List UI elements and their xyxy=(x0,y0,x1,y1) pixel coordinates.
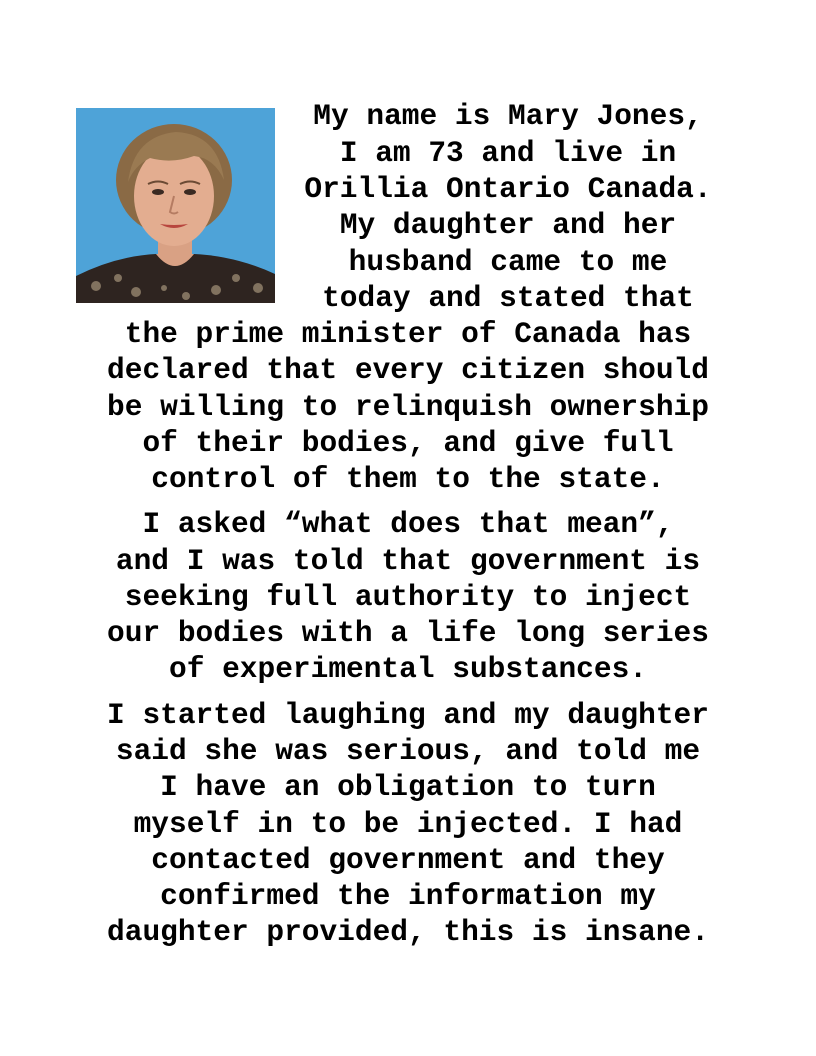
text-line: of their bodies, and give full xyxy=(142,426,674,460)
text-line: control of them to the state. xyxy=(151,462,665,496)
text-line: husband came to me xyxy=(348,245,668,279)
text-line: and I was told that government is xyxy=(115,544,701,578)
text-line: My daughter and her xyxy=(339,208,677,242)
portrait-photo-icon xyxy=(76,108,275,303)
text-line: of experimental substances. xyxy=(169,652,647,686)
text-line: our bodies with a life long series xyxy=(107,616,709,650)
text-line: I asked “what does that mean”, xyxy=(142,507,674,541)
text-line: today and stated that xyxy=(322,281,694,315)
text-line: said she was serious, and told me xyxy=(115,734,701,768)
portrait-photo xyxy=(76,108,275,303)
text-line: My name is Mary Jones, xyxy=(313,99,703,133)
text-line: I have an obligation to turn xyxy=(160,770,656,804)
text-line: be willing to relinquish ownership xyxy=(107,390,709,424)
text-line: confirmed the information my xyxy=(160,879,656,913)
text-line: Orillia Ontario Canada. xyxy=(304,172,712,206)
text-line: the prime minister of Canada has xyxy=(124,317,692,351)
text-line: contacted government and they xyxy=(151,843,665,877)
text-line: I am 73 and live in xyxy=(339,136,677,170)
text-line: myself in to be injected. I had xyxy=(133,807,683,841)
text-line: daughter provided, this is insane. xyxy=(107,915,709,949)
text-line: declared that every citizen should xyxy=(107,353,709,387)
text-line: seeking full authority to inject xyxy=(124,580,692,614)
text-line: I started laughing and my daughter xyxy=(107,698,709,732)
